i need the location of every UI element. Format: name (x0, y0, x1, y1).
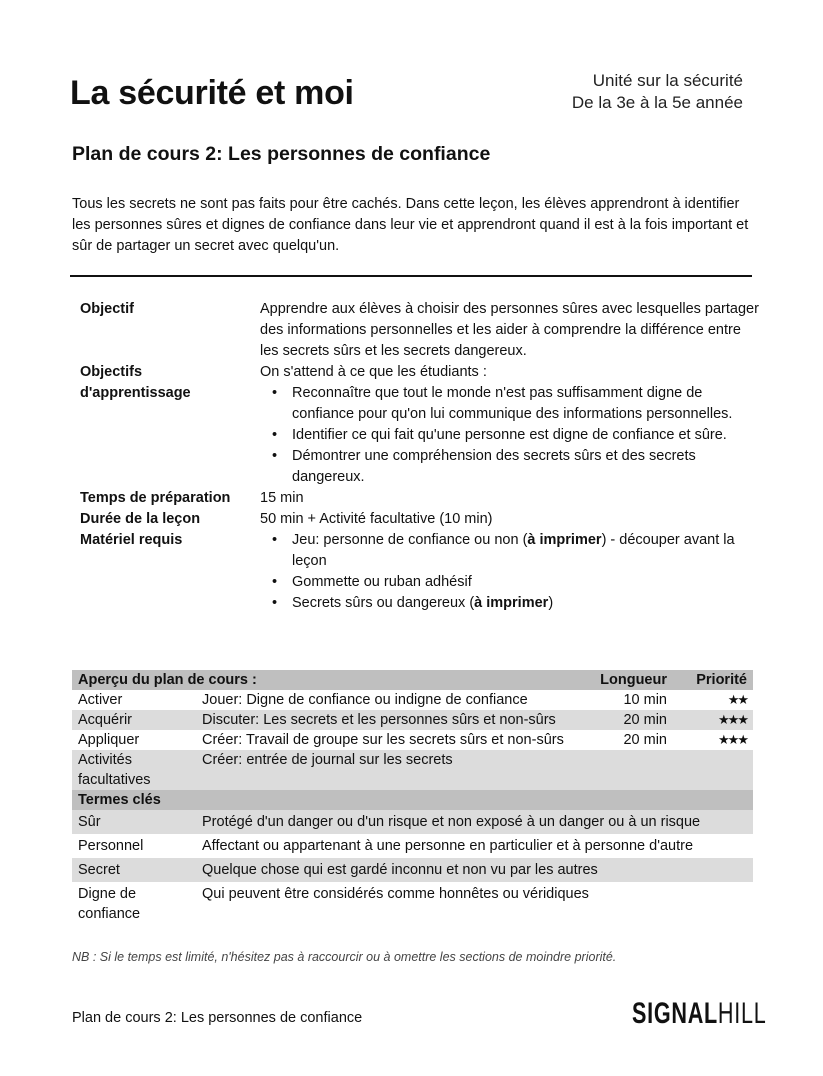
term-def: Quelque chose qui est gardé inconnu et non vu par les autres (196, 858, 753, 882)
grade-range: De la 3e à la 5e année (571, 93, 743, 112)
materiel-1-rest: ) - découper avant la leçon (292, 532, 735, 569)
term-line-2: confiance (78, 906, 141, 922)
lesson-info (80, 299, 760, 614)
print-link[interactable]: à imprimer (474, 595, 549, 611)
terms-header: Termes clés (72, 790, 753, 810)
materiel-3-rest: ) (548, 595, 554, 611)
term-name: Sûr (72, 810, 196, 834)
intro-paragraph: Tous les secrets ne sont pas faits pour être cachés. Dans cette leçon, les élèves apprendront à identifier les personnes sûres et dignes de confiance dans leur vie et apprendront quand il est à la fois important et sûr de partager un secret avec quelqu'un. (72, 196, 749, 254)
step-length: 20 min (623, 732, 667, 748)
materiel-content (260, 530, 760, 614)
list-item (260, 593, 760, 614)
table-row (72, 730, 753, 750)
table-row (72, 690, 753, 710)
step-length (593, 750, 673, 790)
print-link[interactable]: à imprimer (527, 532, 602, 548)
table-row (72, 882, 753, 926)
plan-header: Aperçu du plan de cours : (72, 670, 593, 690)
term-name (72, 882, 196, 926)
duree-label: Durée de la leçon (80, 511, 201, 527)
objectifs-label-line-1: Objectifs (80, 364, 143, 380)
duree-value: 50 min + Activité facultative (10 min) (260, 511, 493, 527)
objectifs-list (260, 383, 760, 488)
list-item: • Gommette ou ruban adhésif (260, 572, 760, 593)
length-header: Longueur (593, 670, 673, 690)
step-desc: Jouer: Digne de confiance ou indigne de confiance (202, 692, 528, 708)
step-length: 10 min (623, 692, 667, 708)
objectif-label: Objectif (80, 301, 134, 317)
divider (70, 275, 752, 277)
lesson-title: Plan de cours 2: Les personnes de confiance (72, 143, 491, 165)
optional-line-2: facultatives (78, 772, 151, 788)
list-item: • Reconnaître que tout le monde n'est pas suffisamment digne de confiance pour qu'on lui communique des informations personnelles. (260, 383, 760, 425)
table-row (72, 810, 753, 834)
prep-value: 15 min (260, 490, 304, 506)
list-item (260, 530, 760, 572)
prep-label: Temps de préparation (80, 490, 231, 506)
term-line-1: Digne de (78, 886, 137, 902)
list-item: • Identifier ce qui fait qu'une personne est digne de confiance et sûre. (260, 425, 760, 446)
materiel-3-text: Secrets sûrs ou dangereux ( (292, 595, 475, 611)
step-desc: Créer: Travail de groupe sur les secrets sûrs et non-sûrs (202, 732, 564, 748)
materiel-list (260, 530, 760, 614)
priority-stars: ★★★ (673, 710, 753, 730)
materiel-1-text: Jeu: personne de confiance ou non ( (292, 532, 528, 548)
table-header-row (72, 670, 753, 690)
lesson-plan-table (72, 670, 753, 926)
signalhill-logo (632, 994, 766, 1034)
duree-row (80, 509, 760, 530)
document-title: La sécurité et moi (70, 74, 354, 112)
materiel-row (80, 530, 760, 614)
objectif-row (80, 299, 760, 362)
term-name: Personnel (78, 838, 144, 854)
term-def: Protégé d'un danger ou d'un risque et non exposé à un danger ou à un risque (196, 810, 753, 834)
unit-line-1: Unité sur la sécurité (592, 71, 743, 90)
step-name (72, 750, 196, 790)
objectifs-label-line-2: d'apprentissage (80, 385, 191, 401)
priority-note: NB : Si le temps est limité, n'hésitez pas à raccourcir ou à omettre les sections de moindre priorité. (72, 950, 617, 964)
objectifs-row (80, 362, 760, 488)
step-name: Activer (78, 692, 123, 708)
priority-header: Priorité (673, 670, 753, 690)
priority-stars: ★★★ (718, 732, 747, 747)
priority-stars: ★★ (727, 692, 747, 707)
objectif-text: Apprendre aux élèves à choisir des personnes sûres avec lesquelles partager des informations personnelles et les aider à comprendre la différence entre les secrets sûrs et les secrets dangereux. (260, 301, 759, 359)
optional-line-1: Activités (78, 752, 132, 768)
step-desc: Créer: entrée de journal sur les secrets (196, 750, 593, 790)
logo-bold: SIGNAL (632, 997, 718, 1030)
unit-info (572, 70, 743, 114)
objectifs-content (260, 362, 760, 488)
list-item: • Démontrer une compréhension des secrets sûrs et des secrets dangereux. (260, 446, 760, 488)
term-name: Secret (72, 858, 196, 882)
table-row (72, 710, 753, 730)
objectifs-label (80, 362, 260, 488)
terms-header-row (72, 790, 753, 810)
step-name: Appliquer (78, 732, 140, 748)
term-def: Affectant ou appartenant à une personne en particulier et à personne d'autre (202, 838, 694, 854)
step-length: 20 min (593, 710, 673, 730)
step-desc: Discuter: Les secrets et les personnes sûrs et non-sûrs (196, 710, 593, 730)
footer-text: Plan de cours 2: Les personnes de confiance (72, 1010, 363, 1026)
prep-row (80, 488, 760, 509)
table-row (72, 858, 753, 882)
step-name: Acquérir (72, 710, 196, 730)
term-def: Qui peuvent être considérés comme honnêtes ou véridiques (202, 886, 589, 902)
table-row (72, 750, 753, 790)
objectifs-intro: On s'attend à ce que les étudiants : (260, 364, 487, 380)
materiel-label: Matériel requis (80, 532, 183, 548)
table-row (72, 834, 753, 858)
priority-stars (673, 750, 753, 790)
logo-light: HILL (717, 997, 767, 1030)
